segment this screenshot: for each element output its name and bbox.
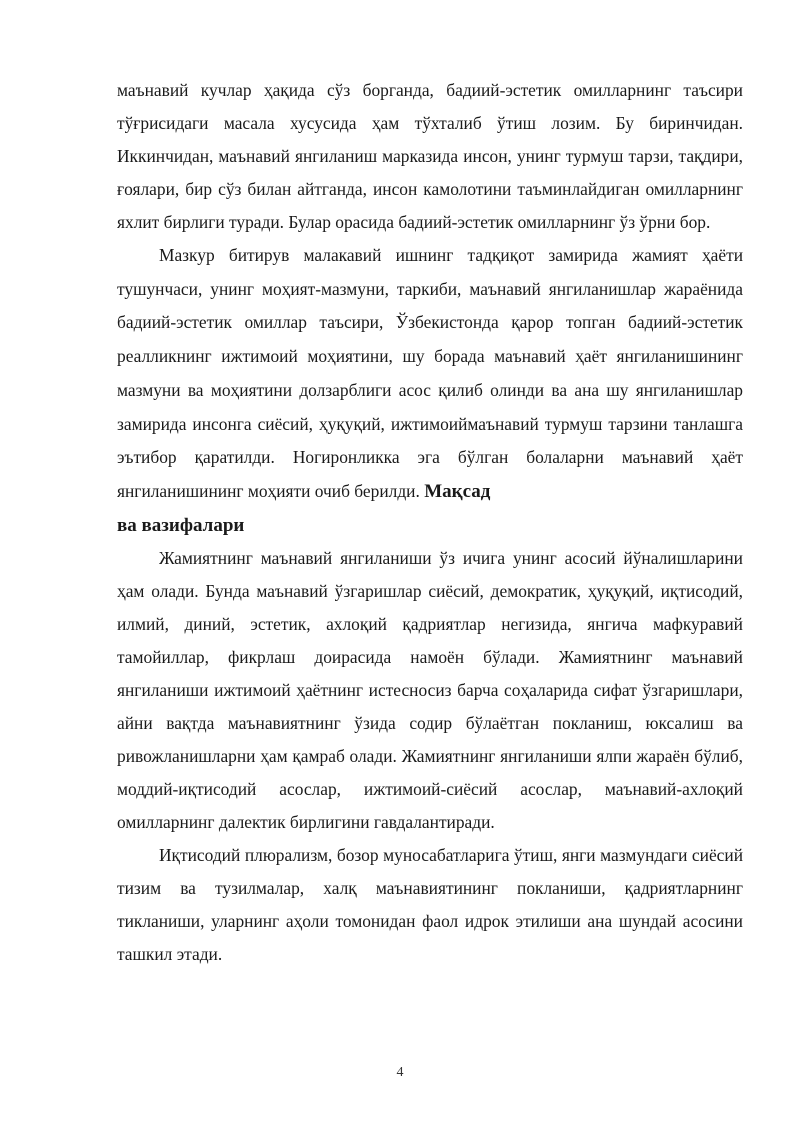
page-number: 4 xyxy=(396,1065,404,1080)
paragraph: Жамиятнинг маънавий янгиланиши ўз ичига унинг асосий йўналишларини ҳам олади. Бунда маънавий ўзгаришлар сиёсий, демократик, ҳуқуқий, иқтисодий, илмий, диний, эстетик, ахлоқий қадриятлар негизида, янгича мафкуравий тамойиллар, фикрлаш доирасида намоён бўлади. Жамиятнинг маънавий янгиланиши ижтимоий ҳаётнинг истесносиз барча соҳаларида сифат ўзгаришлари, айни вақтда маънавиятнинг ўзида содир бўлаётган покланиш, юксалиш ва ривожланишларни ҳам қамраб олади. Жамиятнинг янгиланиши ялпи жараён бўлиб, моддий-иқтисодий асослар, ижтимоий-сиёсий асослар, маънавий-ахлоқий омилларнинг далектик бирлигини гавдалантиради. xyxy=(117,547,743,832)
section-heading: ва вазифалари xyxy=(117,514,245,536)
section-heading-start: Мақсад xyxy=(424,480,491,502)
page-body xyxy=(117,74,743,971)
paragraph: маънавий кучлар ҳақида сўз борганда, бадиий-эстетик омилларнинг таъсири тўғрисидаги масала хусусида ҳам тўхталиб ўтиш лозим. Бу биринчидан. Иккинчидан, маънавий янгиланиш марказида инсон, унинг турмуш тарзи, тақдири, ғоялари, бир сўз билан айтганда, инсон камолотини таъминлайдиган омилларнинг яхлит бирлиги туради. Булар орасида бадиий-эстетик омилларнинг ўз ўрни бор. xyxy=(117,80,743,232)
paragraph-text: Мазкур битирув малакавий ишнинг тадқиқот замирида жамият ҳаёти тушунчаси, унинг моҳият-мазмуни, таркиби, маънавий янгиланишлар жараёнида бадиий-эстетик омиллар таъсири, Ўзбекистонда қарор топган бадиий-эстетик реалликнинг ижтимоий моҳиятини, шу борада маънавий ҳаёт янгиланишининг мазмуни ва моҳиятини долзарблиги асос қилиб олинди ва ана шу янгиланишлар замирида инсонга сиёсий, ҳуқуқий, ижтимоиймаънавий турмуш тарзини танлашга эътибор қаратилди. Ногиронликка эга бўлган болаларни маънавий ҳаёт янгиланишининг моҳияти очиб берилди. xyxy=(117,245,743,501)
paragraph xyxy=(117,239,743,509)
paragraph: Иқтисодий плюрализм, бозор муносабатларига ўтиш, янги мазмундаги сиёсий тизим ва тузилмалар, халқ маънавиятининг покланиши, қадриятларнинг тикланиши, уларнинг аҳоли томонидан фаол идрок этилиши ана шундай асосини ташкил этади. xyxy=(117,844,743,964)
